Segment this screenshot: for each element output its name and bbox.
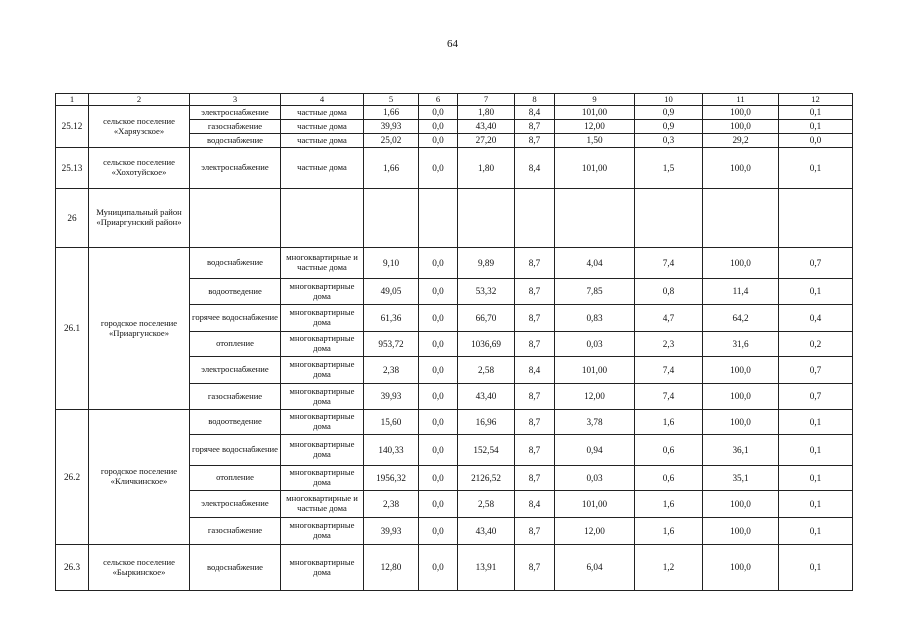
- value-cell: 8,7: [515, 305, 555, 332]
- value-cell: 100,0: [703, 384, 779, 410]
- value-cell: 9,89: [458, 248, 515, 279]
- housing-type-cell: многоквартирные дома: [281, 466, 364, 491]
- housing-type-cell: многоквартирные дома: [281, 410, 364, 435]
- value-cell: 0,0: [419, 410, 458, 435]
- settlement-name-cell: сельское поселение «Харяузское»: [89, 106, 190, 148]
- resource-cell: электроснабжение: [190, 106, 281, 120]
- page-number: 64: [447, 38, 458, 50]
- value-cell: 39,93: [364, 120, 419, 134]
- value-cell: 8,4: [515, 491, 555, 518]
- value-cell: 0,1: [779, 491, 853, 518]
- value-cell: 15,60: [364, 410, 419, 435]
- value-cell: 8,7: [515, 332, 555, 357]
- table-row: [56, 106, 853, 120]
- value-cell: 12,00: [555, 518, 635, 545]
- resource-cell: водоснабжение: [190, 545, 281, 591]
- value-cell: 100,0: [703, 120, 779, 134]
- value-cell: 0,0: [419, 545, 458, 591]
- value-cell: 101,00: [555, 357, 635, 384]
- value-cell: 49,05: [364, 279, 419, 305]
- value-cell: 12,80: [364, 545, 419, 591]
- header-cell: 11: [703, 94, 779, 106]
- value-cell: 1,80: [458, 106, 515, 120]
- value-cell: 4,04: [555, 248, 635, 279]
- value-cell: 0,1: [779, 545, 853, 591]
- row-id-cell: 26.2: [56, 410, 89, 545]
- value-cell: 0,9: [635, 120, 703, 134]
- value-cell: 8,7: [515, 435, 555, 466]
- value-cell: 2,58: [458, 491, 515, 518]
- value-cell: 31,6: [703, 332, 779, 357]
- value-cell: 43,40: [458, 518, 515, 545]
- settlement-name-cell: сельское поселение «Быркинское»: [89, 545, 190, 591]
- value-cell: 8,7: [515, 120, 555, 134]
- value-cell: 140,33: [364, 435, 419, 466]
- header-cell: 6: [419, 94, 458, 106]
- value-cell: 0,1: [779, 148, 853, 189]
- value-cell: 0,3: [635, 134, 703, 148]
- settlement-name-cell: городское поселение «Кличкинское»: [89, 410, 190, 545]
- value-cell: 39,93: [364, 518, 419, 545]
- settlement-name-cell: сельское поселение «Хохотуйское»: [89, 148, 190, 189]
- value-cell: 2,38: [364, 491, 419, 518]
- resource-cell: электроснабжение: [190, 357, 281, 384]
- value-cell: 2,3: [635, 332, 703, 357]
- value-cell: 8,7: [515, 248, 555, 279]
- value-cell: 100,0: [703, 491, 779, 518]
- resource-cell: водоотведение: [190, 279, 281, 305]
- value-cell: 4,7: [635, 305, 703, 332]
- resource-cell: водоотведение: [190, 410, 281, 435]
- value-cell: 0,9: [635, 106, 703, 120]
- value-cell: 953,72: [364, 332, 419, 357]
- value-cell: 7,4: [635, 384, 703, 410]
- value-cell: 1,6: [635, 491, 703, 518]
- housing-type-cell: многоквартирные дома: [281, 384, 364, 410]
- value-cell: 36,1: [703, 435, 779, 466]
- value-cell: 16,96: [458, 410, 515, 435]
- resource-cell: водоснабжение: [190, 134, 281, 148]
- value-cell: [635, 189, 703, 248]
- value-cell: [419, 189, 458, 248]
- value-cell: 101,00: [555, 148, 635, 189]
- header-cell: 12: [779, 94, 853, 106]
- value-cell: 0,0: [779, 134, 853, 148]
- value-cell: 0,1: [779, 466, 853, 491]
- header-cell: 3: [190, 94, 281, 106]
- row-id-cell: 26: [56, 189, 89, 248]
- value-cell: 0,0: [419, 279, 458, 305]
- housing-type-cell: многоквартирные дома: [281, 357, 364, 384]
- value-cell: 39,93: [364, 384, 419, 410]
- value-cell: 0,94: [555, 435, 635, 466]
- value-cell: 0,0: [419, 518, 458, 545]
- value-cell: 1,50: [555, 134, 635, 148]
- row-id-cell: 25.13: [56, 148, 89, 189]
- value-cell: 8,7: [515, 384, 555, 410]
- value-cell: 6,04: [555, 545, 635, 591]
- housing-type-cell: [281, 189, 364, 248]
- value-cell: 25,02: [364, 134, 419, 148]
- row-id-cell: 26.1: [56, 248, 89, 410]
- value-cell: 1,66: [364, 106, 419, 120]
- value-cell: [703, 189, 779, 248]
- value-cell: 8,7: [515, 279, 555, 305]
- table-row: [56, 189, 853, 248]
- value-cell: 0,1: [779, 279, 853, 305]
- settlement-name-cell: Муниципальный район «Приаргунский район»: [89, 189, 190, 248]
- value-cell: 1,80: [458, 148, 515, 189]
- value-cell: 0,1: [779, 435, 853, 466]
- value-cell: 0,03: [555, 332, 635, 357]
- value-cell: 12,00: [555, 384, 635, 410]
- resource-cell: горячее водоснабжение: [190, 305, 281, 332]
- value-cell: 2,58: [458, 357, 515, 384]
- value-cell: 1,2: [635, 545, 703, 591]
- table-row: [56, 148, 853, 189]
- value-cell: 100,0: [703, 148, 779, 189]
- value-cell: 0,1: [779, 120, 853, 134]
- resource-cell: газоснабжение: [190, 518, 281, 545]
- value-cell: 2,38: [364, 357, 419, 384]
- value-cell: 61,36: [364, 305, 419, 332]
- value-cell: 101,00: [555, 491, 635, 518]
- value-cell: 7,4: [635, 248, 703, 279]
- housing-type-cell: многоквартирные дома: [281, 279, 364, 305]
- housing-type-cell: многоквартирные дома: [281, 435, 364, 466]
- value-cell: 8,4: [515, 106, 555, 120]
- housing-type-cell: частные дома: [281, 148, 364, 189]
- value-cell: 8,7: [515, 466, 555, 491]
- row-id-cell: 25.12: [56, 106, 89, 148]
- value-cell: 1036,69: [458, 332, 515, 357]
- value-cell: 0,6: [635, 466, 703, 491]
- value-cell: 3,78: [555, 410, 635, 435]
- value-cell: 13,91: [458, 545, 515, 591]
- value-cell: 1,6: [635, 410, 703, 435]
- value-cell: 0,0: [419, 148, 458, 189]
- value-cell: 0,4: [779, 305, 853, 332]
- header-cell: 2: [89, 94, 190, 106]
- value-cell: [555, 189, 635, 248]
- resource-cell: электроснабжение: [190, 148, 281, 189]
- housing-type-cell: частные дома: [281, 106, 364, 120]
- value-cell: 29,2: [703, 134, 779, 148]
- housing-type-cell: частные дома: [281, 120, 364, 134]
- value-cell: 0,0: [419, 357, 458, 384]
- header-cell: 10: [635, 94, 703, 106]
- value-cell: 0,0: [419, 466, 458, 491]
- housing-type-cell: многоквартирные дома: [281, 305, 364, 332]
- table-row: [56, 545, 853, 591]
- value-cell: 100,0: [703, 518, 779, 545]
- value-cell: 100,0: [703, 545, 779, 591]
- value-cell: [364, 189, 419, 248]
- resource-cell: газоснабжение: [190, 384, 281, 410]
- value-cell: [515, 189, 555, 248]
- value-cell: 100,0: [703, 357, 779, 384]
- value-cell: 0,7: [779, 357, 853, 384]
- value-cell: 1956,32: [364, 466, 419, 491]
- header-cell: 5: [364, 94, 419, 106]
- value-cell: 0,0: [419, 384, 458, 410]
- value-cell: 64,2: [703, 305, 779, 332]
- value-cell: 0,0: [419, 435, 458, 466]
- value-cell: 8,7: [515, 134, 555, 148]
- value-cell: 53,32: [458, 279, 515, 305]
- value-cell: 0,6: [635, 435, 703, 466]
- housing-type-cell: многоквартирные и частные дома: [281, 491, 364, 518]
- value-cell: 2126,52: [458, 466, 515, 491]
- table-body: [56, 94, 853, 591]
- value-cell: 0,7: [779, 248, 853, 279]
- resource-cell: газоснабжение: [190, 120, 281, 134]
- value-cell: 7,85: [555, 279, 635, 305]
- value-cell: 0,0: [419, 332, 458, 357]
- value-cell: 0,03: [555, 466, 635, 491]
- value-cell: 0,0: [419, 120, 458, 134]
- value-cell: 0,8: [635, 279, 703, 305]
- settlement-name-cell: городское поселение «Приаргунское»: [89, 248, 190, 410]
- header-cell: 1: [56, 94, 89, 106]
- value-cell: 12,00: [555, 120, 635, 134]
- housing-type-cell: многоквартирные дома: [281, 545, 364, 591]
- value-cell: 0,83: [555, 305, 635, 332]
- header-cell: 9: [555, 94, 635, 106]
- housing-type-cell: частные дома: [281, 134, 364, 148]
- value-cell: 27,20: [458, 134, 515, 148]
- header-cell: 7: [458, 94, 515, 106]
- value-cell: 8,7: [515, 545, 555, 591]
- value-cell: 0,0: [419, 491, 458, 518]
- value-cell: 8,7: [515, 410, 555, 435]
- value-cell: 9,10: [364, 248, 419, 279]
- value-cell: 0,1: [779, 410, 853, 435]
- value-cell: 1,6: [635, 518, 703, 545]
- header-row: [56, 94, 853, 106]
- value-cell: 0,0: [419, 305, 458, 332]
- value-cell: 66,70: [458, 305, 515, 332]
- housing-type-cell: многоквартирные и частные дома: [281, 248, 364, 279]
- value-cell: 8,4: [515, 357, 555, 384]
- value-cell: 1,66: [364, 148, 419, 189]
- value-cell: 0,2: [779, 332, 853, 357]
- value-cell: 11,4: [703, 279, 779, 305]
- housing-type-cell: многоквартирные дома: [281, 518, 364, 545]
- value-cell: 0,0: [419, 134, 458, 148]
- value-cell: [458, 189, 515, 248]
- value-cell: 152,54: [458, 435, 515, 466]
- header-cell: 4: [281, 94, 364, 106]
- resource-cell: отопление: [190, 332, 281, 357]
- value-cell: 0,7: [779, 384, 853, 410]
- row-id-cell: 26.3: [56, 545, 89, 591]
- tariff-table: [55, 93, 853, 591]
- value-cell: 100,0: [703, 410, 779, 435]
- resource-cell: [190, 189, 281, 248]
- header-cell: 8: [515, 94, 555, 106]
- resource-cell: отопление: [190, 466, 281, 491]
- value-cell: [779, 189, 853, 248]
- value-cell: 8,7: [515, 518, 555, 545]
- housing-type-cell: многоквартирные дома: [281, 332, 364, 357]
- value-cell: 35,1: [703, 466, 779, 491]
- value-cell: 7,4: [635, 357, 703, 384]
- value-cell: 43,40: [458, 384, 515, 410]
- value-cell: 0,0: [419, 248, 458, 279]
- value-cell: 100,0: [703, 106, 779, 120]
- table-row: [56, 410, 853, 435]
- value-cell: 43,40: [458, 120, 515, 134]
- table-row: [56, 248, 853, 279]
- value-cell: 0,1: [779, 518, 853, 545]
- resource-cell: электроснабжение: [190, 491, 281, 518]
- value-cell: 101,00: [555, 106, 635, 120]
- value-cell: 0,0: [419, 106, 458, 120]
- resource-cell: водоснабжение: [190, 248, 281, 279]
- value-cell: 1,5: [635, 148, 703, 189]
- resource-cell: горячее водоснабжение: [190, 435, 281, 466]
- value-cell: 100,0: [703, 248, 779, 279]
- value-cell: 0,1: [779, 106, 853, 120]
- value-cell: 8,4: [515, 148, 555, 189]
